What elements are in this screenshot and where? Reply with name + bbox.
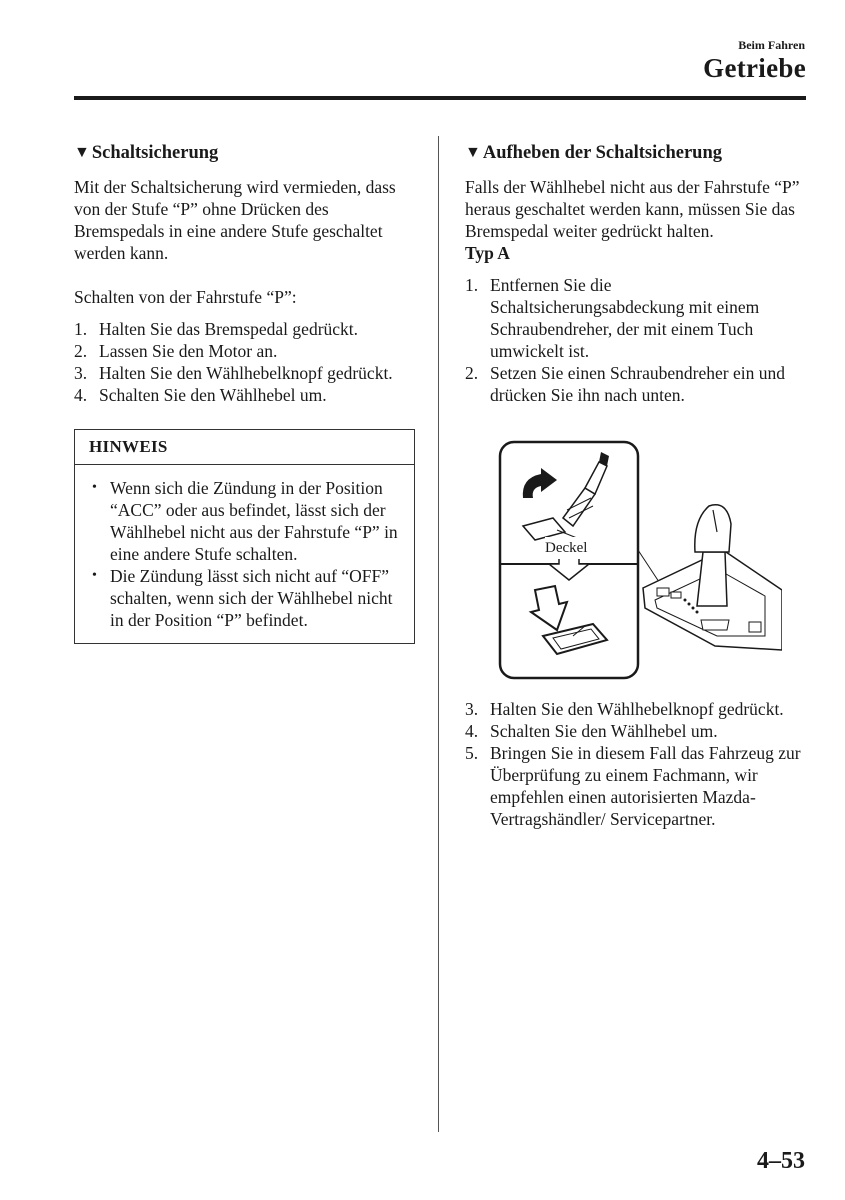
step-number: 4. bbox=[465, 721, 479, 741]
step-number: 1. bbox=[465, 275, 479, 295]
header-section-label: Beim Fahren bbox=[738, 38, 805, 52]
note-item-text: Wenn sich die Zündung in der Position “ACC” oder aus befindet, lässt sich der Wählhebel nicht aus der Fahrstufe “P” in eine andere Stufe schalten. bbox=[110, 478, 398, 564]
list-item bbox=[465, 720, 805, 742]
step-text: Lassen Sie den Motor an. bbox=[99, 341, 278, 361]
list-item bbox=[74, 362, 419, 384]
step-text: Setzen Sie einen Schraubendreher ein und drücken Sie ihn nach unten. bbox=[490, 363, 785, 405]
right-steps-list-b bbox=[465, 698, 805, 830]
column-divider bbox=[438, 136, 439, 1132]
right-heading-text: Aufheben der Schaltsicherung bbox=[482, 143, 722, 163]
bullet-icon: • bbox=[92, 568, 97, 583]
left-column bbox=[74, 141, 419, 644]
step-text: Schalten Sie den Wählhebel um. bbox=[99, 385, 327, 405]
step-number: 2. bbox=[465, 363, 479, 383]
bullet-icon: • bbox=[92, 480, 97, 495]
left-intro: Mit der Schaltsicherung wird vermieden, dass von der Stufe “P” ohne Drücken des Bremspedals in eine andere Stufe geschaltet werden kann. bbox=[74, 177, 396, 263]
page-title: Getriebe bbox=[703, 53, 806, 83]
page-number: 4–53 bbox=[757, 1148, 805, 1174]
left-heading bbox=[74, 141, 419, 165]
triangle-down-icon: ▼ bbox=[465, 144, 481, 161]
step-text: Bringen Sie in diesem Fall das Fahrzeug zur Überprüfung zu einem Fachmann, wir empfehlen einen autorisierten Mazda-Vertragshändler/ Servicepartner. bbox=[490, 743, 801, 829]
list-item bbox=[465, 698, 805, 720]
header-rule bbox=[74, 96, 806, 100]
left-steps-list bbox=[74, 318, 419, 406]
step-number: 2. bbox=[74, 341, 88, 361]
note-title: HINWEIS bbox=[75, 430, 414, 465]
triangle-down-icon: ▼ bbox=[74, 144, 90, 161]
step-number: 3. bbox=[74, 363, 88, 383]
list-item bbox=[465, 274, 805, 362]
list-item bbox=[465, 742, 805, 830]
note-box bbox=[74, 429, 415, 644]
step-text: Schalten Sie den Wählhebel um. bbox=[490, 721, 718, 741]
step-number: 4. bbox=[74, 385, 88, 405]
step-text: Halten Sie den Wählhebelknopf gedrückt. bbox=[490, 699, 784, 719]
list-item bbox=[89, 565, 406, 631]
right-intro: Falls der Wählhebel nicht aus der Fahrstufe “P” heraus geschaltet werden kann, müssen Sie das Bremspedal weiter gedrückt halten. bbox=[465, 177, 800, 241]
illustration-drawing bbox=[465, 440, 782, 680]
step-text: Halten Sie das Bremspedal gedrückt. bbox=[99, 319, 359, 339]
step-number: 3. bbox=[465, 699, 479, 719]
type-label: Typ A bbox=[465, 243, 510, 263]
step-number: 5. bbox=[465, 743, 479, 763]
list-item bbox=[89, 477, 406, 565]
right-column bbox=[465, 141, 805, 830]
right-heading bbox=[465, 141, 805, 165]
left-heading-text: Schaltsicherung bbox=[91, 143, 219, 163]
step-text: Halten Sie den Wählhebelknopf gedrückt. bbox=[99, 363, 393, 383]
step-text: Entfernen Sie die Schaltsicherungsabdeckung mit einem Schraubendreher, der mit einem Tuch umwickelt ist. bbox=[490, 275, 760, 361]
note-item-text: Die Zündung lässt sich nicht auf “OFF” schalten, wenn sich der Wählhebel nicht in der Position “P” befindet. bbox=[110, 566, 393, 630]
list-item bbox=[74, 318, 419, 340]
note-body bbox=[75, 465, 414, 643]
shift-lock-illustration bbox=[465, 440, 782, 680]
figure-label-deckel: Deckel bbox=[545, 537, 587, 559]
right-steps-list-a bbox=[465, 274, 805, 406]
list-item bbox=[74, 384, 419, 406]
list-item bbox=[74, 340, 419, 362]
step-number: 1. bbox=[74, 319, 88, 339]
list-item bbox=[465, 362, 805, 406]
left-lead: Schalten von der Fahrstufe “P”: bbox=[74, 287, 297, 307]
